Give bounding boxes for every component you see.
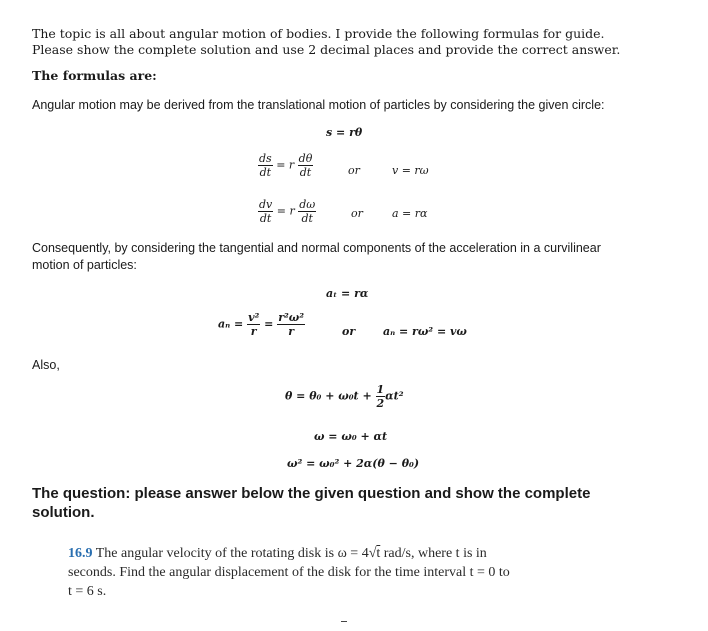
problem-line-3: t = 6 s. [68, 584, 107, 599]
equation-omega-squared: ω² = ω₀² + 2α(θ − θ₀) [287, 457, 420, 470]
intro-line-1: The topic is all about angular motion of bodies. I provide the following formulas for guide. [32, 26, 605, 41]
divider-mark [341, 621, 347, 622]
problem-line-1 [68, 545, 487, 563]
question-heading-line-1: The question: please answer below the given question and show the complete [32, 485, 591, 502]
equation-normal [218, 311, 305, 338]
frac-dt-3: dt [259, 212, 272, 225]
problem-line-2: seconds. Find the angular displacement of the disk for the time interval t = 0 to [68, 565, 510, 580]
frac-r: r [250, 325, 257, 338]
frac-one: 1 [376, 383, 385, 396]
angular-motion-text: Angular motion may be derived from the translational motion of particles by considering the given circle: [32, 98, 605, 112]
frac-dt-4: dt [301, 212, 313, 225]
equals-r: = r [276, 158, 295, 172]
problem-number: 16.9 [68, 546, 93, 561]
frac-two: 2 [376, 397, 385, 410]
formulas-heading: The formulas are: [32, 68, 157, 83]
theta-rhs: αt² [385, 389, 404, 403]
sqrt-radicand: t [376, 546, 381, 561]
frac-dt-2: dt [299, 166, 312, 179]
frac-v2: v² [248, 311, 260, 324]
equation-omega: ω = ω₀ + αt [314, 430, 388, 443]
equation-a-r-alpha: a = rα [392, 207, 428, 220]
problem-text-b: rad/s, where t is in [380, 546, 487, 561]
equation-acceleration [258, 198, 316, 225]
frac-dt: dt [259, 166, 272, 179]
an-equals: = [264, 317, 274, 331]
also-label: Also, [32, 358, 60, 372]
frac-ds: ds [259, 152, 272, 165]
intro-line-2: Please show the complete solution and use 2 decimal places and provide the correct answer. [32, 42, 621, 57]
an-lhs: aₙ = [218, 317, 244, 331]
or-label-acceleration: or [351, 207, 363, 220]
problem-text-a: The angular velocity of the rotating disk is ω = 4√ [95, 546, 377, 561]
frac-r-2: r [288, 325, 295, 338]
frac-dv: dv [259, 198, 273, 211]
equation-theta [285, 383, 404, 410]
equals-r-2: = r [276, 204, 295, 218]
components-text-line-1: Consequently, by considering the tangential and normal components of the acceleration in a curvilinear [32, 241, 601, 255]
frac-r2w2: r²ω² [278, 311, 305, 324]
equation-an-rhs: aₙ = rω² = vω [383, 325, 467, 338]
or-label-velocity: or [348, 164, 360, 177]
equation-s-r-theta: s = rθ [326, 126, 363, 139]
components-text-line-2: motion of particles: [32, 258, 137, 272]
frac-dtheta: dθ [298, 152, 313, 165]
or-label-normal: or [342, 325, 356, 338]
equation-velocity [258, 152, 313, 179]
equation-v-r-omega: v = rω [392, 164, 429, 177]
equation-tangential: aₜ = rα [326, 287, 369, 300]
theta-lhs: θ = θ₀ + ω₀t + [285, 389, 372, 403]
frac-domega: dω [299, 198, 316, 211]
question-heading-line-2: solution. [32, 504, 95, 521]
